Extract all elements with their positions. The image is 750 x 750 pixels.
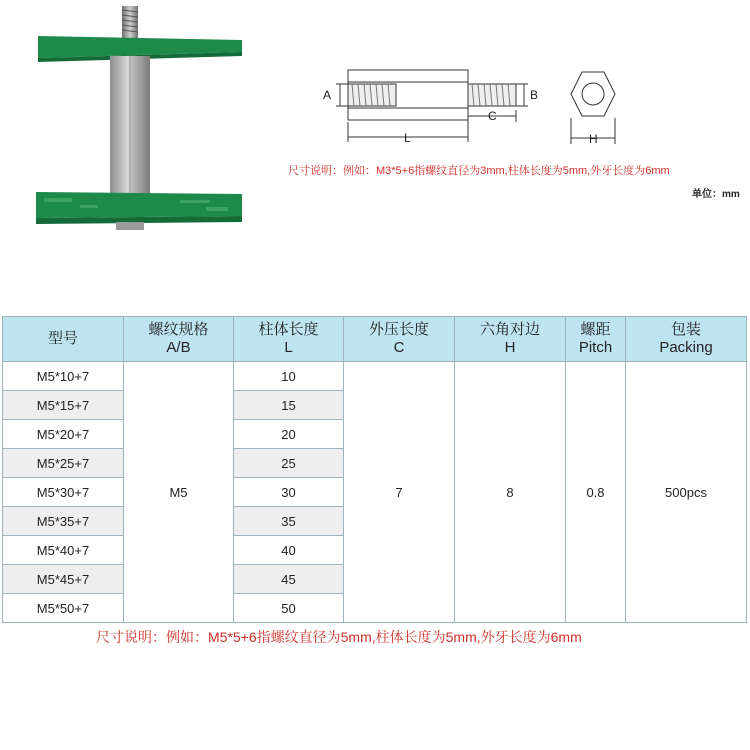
header-thread-spec: 螺纹规格 A/B	[124, 317, 234, 362]
bottom-nut	[116, 222, 144, 230]
model-cell: M5*10+7	[3, 362, 124, 391]
model-cell: M5*15+7	[3, 391, 124, 420]
bottom-dimension-note: 尺寸说明：例如：M5*5+6指螺纹直径为5mm,柱体长度为5mm,外牙长度为6mm	[96, 629, 582, 645]
label-a: A	[323, 88, 332, 102]
length-cell: 30	[234, 478, 344, 507]
model-cell: M5*40+7	[3, 536, 124, 565]
hex-front-view	[571, 72, 615, 116]
unit-label: 单位：mm	[692, 189, 740, 200]
model-cell: M5*30+7	[3, 478, 124, 507]
dimension-drawing	[320, 60, 650, 160]
bottom-pcb-board	[36, 192, 242, 224]
label-h: H	[589, 132, 598, 146]
length-cell: 10	[234, 362, 344, 391]
header-external-length: 外压长度 C	[344, 317, 455, 362]
length-cell: 40	[234, 536, 344, 565]
length-cell: 25	[234, 449, 344, 478]
top-thread	[122, 6, 138, 38]
spec-table	[2, 316, 747, 623]
model-cell: M5*25+7	[3, 449, 124, 478]
header-body-length: 柱体长度 L	[234, 317, 344, 362]
model-cell: M5*50+7	[3, 594, 124, 623]
model-cell: M5*20+7	[3, 420, 124, 449]
table-row	[3, 362, 747, 391]
label-l: L	[404, 131, 411, 145]
external-length-cell: 7	[344, 362, 455, 623]
header-packing: 包装 Packing	[626, 317, 747, 362]
length-cell: 15	[234, 391, 344, 420]
thread-spec-cell: M5	[124, 362, 234, 623]
header-pitch: 螺距 Pitch	[566, 317, 626, 362]
standoff-product-image	[30, 0, 250, 240]
header-hex-width: 六角对边 H	[455, 317, 566, 362]
packing-cell: 500pcs	[626, 362, 747, 623]
dimension-note: 尺寸说明：例如：M3*5+6指螺纹直径为3mm,柱体长度为5mm,外牙长度为6mm	[288, 165, 670, 177]
length-cell: 20	[234, 420, 344, 449]
hex-standoff-body	[110, 56, 150, 196]
header-model: 型号	[3, 317, 124, 362]
model-cell: M5*45+7	[3, 565, 124, 594]
length-cell: 35	[234, 507, 344, 536]
table-header-row	[3, 317, 747, 362]
pitch-cell: 0.8	[566, 362, 626, 623]
model-cell: M5*35+7	[3, 507, 124, 536]
label-c: C	[488, 109, 497, 123]
length-cell: 45	[234, 565, 344, 594]
label-b: B	[530, 88, 539, 102]
hex-width-cell: 8	[455, 362, 566, 623]
length-cell: 50	[234, 594, 344, 623]
